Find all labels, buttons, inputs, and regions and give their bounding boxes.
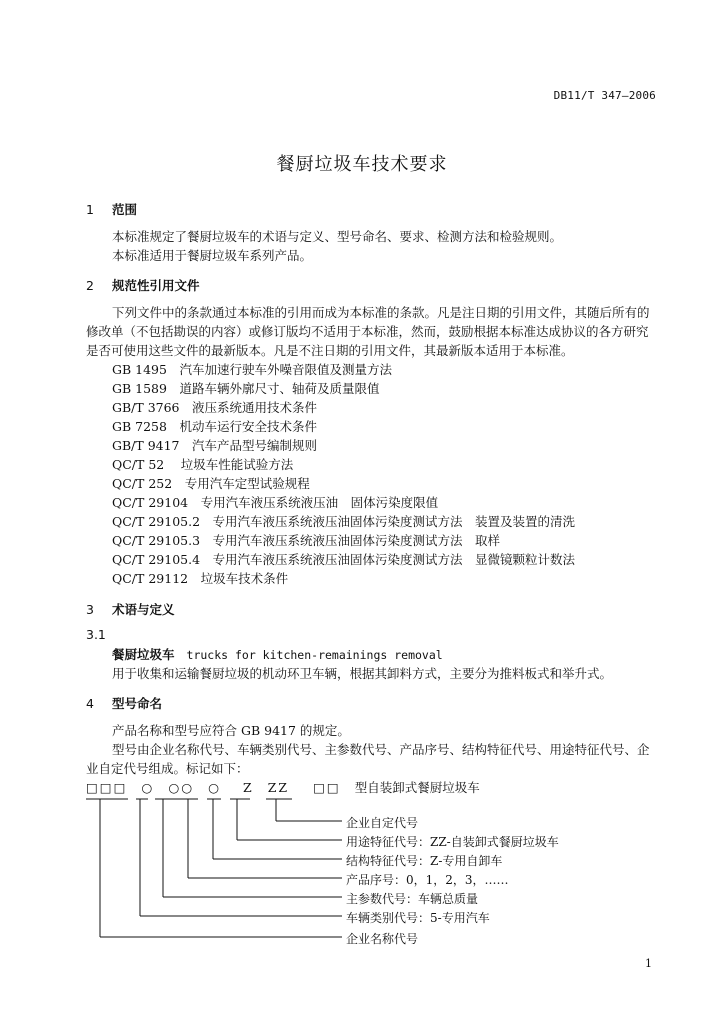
paragraph-line: 型号由企业名称代号、车辆类别代号、主参数代号、产品序号、结构特征代号、用途特征代号、企 [112,742,650,757]
model-code-row [86,778,480,796]
code-category: ○ [141,780,155,795]
paragraph-line: 本标准适用于餐厨垃圾车系列产品。 [112,248,313,263]
reference-item: QC/T 252 专用汽车定型试验规程 [112,476,310,491]
section-heading: 4 型号命名 [86,696,163,711]
reference-item: QC/T 29105.2 专用汽车液压系统液压油固体污染度测试方法 装置及装置的清洗 [112,514,576,529]
diagram-label: 企业自定代号 [346,816,419,830]
diagram-label: 主参数代号：车辆总质量 [346,892,479,906]
reference-item: QC/T 29112 垃圾车技术条件 [112,571,289,586]
section-heading: 1 范围 [86,202,138,217]
reference-item: QC/T 29105.4 专用汽车液压系统液压油固体污染度测试方法 显微镜颗粒计数法 [112,552,576,567]
code-usage: ZZ [267,780,290,795]
reference-item: GB/T 9417 汽车产品型号编制规则 [112,438,318,453]
reference-item: QC/T 29104 专用汽车液压系统液压油 固体污染度限值 [112,495,439,510]
term-definition: 用于收集和运输餐厨垃圾的机动环卫车辆，根据其卸料方式，主要分为推料板式和举升式。 [112,666,613,681]
section-heading: 3 术语与定义 [86,602,175,617]
code-serial: ○ [208,780,222,795]
diagram-label: 企业名称代号 [346,932,419,946]
code-structure: Z [243,780,254,795]
diagram-label: 结构特征代号：Z-专用自卸车 [346,854,503,868]
model-code-diagram [0,796,724,956]
reference-item: GB 1495 汽车加速行驶车外噪音限值及测量方法 [112,362,392,377]
paragraph-line: 修改单（不包括勘误的内容）或修订版均不适用于本标准，然而，鼓励根据本标准达成协议的各方研究 [86,324,649,339]
diagram-label: 车辆类别代号：5-专用汽车 [346,911,490,925]
paragraph-line: 本标准规定了餐厨垃圾车的术语与定义、型号命名、要求、检测方法和检验规则。 [112,229,563,244]
diagram-label: 产品序号：0，1，2，3，…… [346,873,509,887]
reference-item: GB 7258 机动车运行安全技术条件 [112,419,317,434]
subsection-number: 3.1 [86,627,106,642]
term-line [112,645,443,663]
code-description: 型自装卸式餐厨垃圾车 [354,780,480,795]
reference-item: GB 1589 道路车辆外廓尺寸、轴荷及质量限值 [112,381,380,396]
code-custom: □□ [313,780,341,795]
code-main-param: ○○ [168,780,195,795]
reference-item: QC/T 52 垃圾车性能试验方法 [112,457,294,472]
paragraph-line: 产品名称和型号应符合 GB 9417 的规定。 [112,723,350,738]
paragraph-line: 业自定代号组成。标记如下： [86,761,249,776]
term-chinese: 餐厨垃圾车 [112,647,175,662]
code-enterprise: □□□ [86,780,128,795]
standard-number: DB11/T 347—2006 [553,89,656,102]
paragraph-line: 是否可使用这些文件的最新版本。凡是不注日期的引用文件，其最新版本适用于本标准。 [86,343,574,358]
document-title: 餐厨垃圾车技术要求 [276,154,448,175]
reference-item: GB/T 3766 液压系统通用技术条件 [112,400,318,415]
paragraph-line: 下列文件中的条款通过本标准的引用而成为本标准的条款。凡是注日期的引用文件，其随后所有的 [112,305,650,320]
page-number: 1 [645,957,652,970]
section-heading: 2 规范性引用文件 [86,278,200,293]
diagram-label: 用途特征代号：ZZ-自装卸式餐厨垃圾车 [346,835,559,849]
term-english: trucks for kitchen-remainings removal [186,648,443,662]
reference-item: QC/T 29105.3 专用汽车液压系统液压油固体污染度测试方法 取样 [112,533,501,548]
